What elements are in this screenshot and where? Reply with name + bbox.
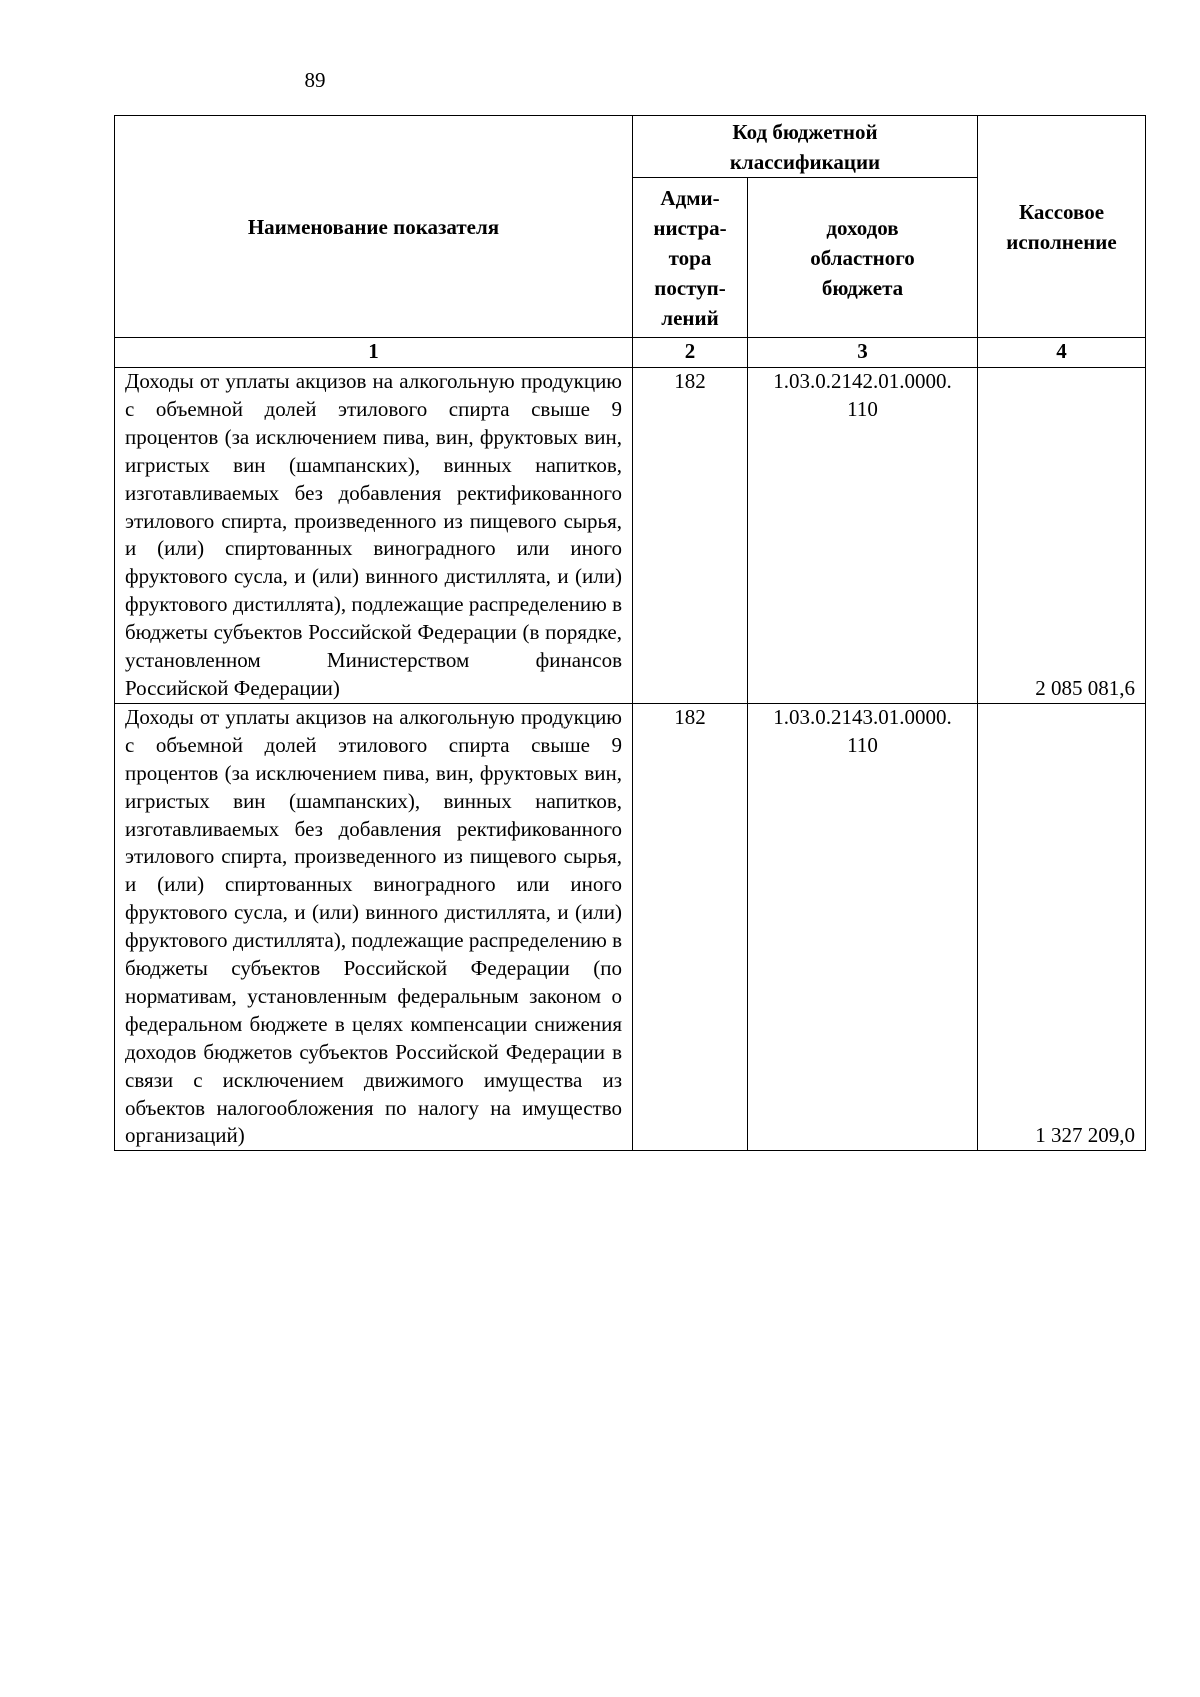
column-number-row — [115, 338, 1146, 368]
column-number: 2 — [633, 338, 748, 368]
row-budget-code: 1.03.0.2142.01.0000. 110 — [748, 368, 978, 704]
column-number: 3 — [748, 338, 978, 368]
page-number: 89 — [304, 68, 326, 92]
row-admin-code: 182 — [633, 368, 748, 704]
column-number: 1 — [115, 338, 633, 368]
header-income: доходов областного бюджета — [748, 178, 978, 338]
budget-table — [114, 115, 1146, 1151]
header-name: Наименование показателя — [115, 116, 633, 338]
row-description: Доходы от уплаты акцизов на алкогольную продукцию с объемной долей этилового спирта свыше 9 процентов (за исключением пива, вин, фруктовых вин, игристых вин (шампанских), винных напитков, изготавливаемых без добавления ректификованного этилового спирта, произведенного из пищевого сырья, и (или) спиртованных виноградного или иного фруктового сусла, и (или) винного дистиллята, и (или) фруктового дистиллята), подлежащие распределению в бюджеты субъектов Российской Федерации (по нормативам, установленным федеральным законом о федеральном бюджете в целях компенсации снижения доходов бюджетов субъектов Российской Федерации в связи с исключением движимого имущества из объектов налогообложения по налогу на имущество организаций) — [115, 703, 633, 1151]
header-execution: Кассовое исполнение — [978, 116, 1146, 338]
column-number: 4 — [978, 338, 1146, 368]
row-description: Доходы от уплаты акцизов на алкогольную продукцию с объемной долей этилового спирта свыше 9 процентов (за исключением пива, вин, фруктовых вин, игристых вин (шампанских), винных напитков, изготавливаемых без добавления ректификованного этилового спирта, произведенного из пищевого сырья, и (или) спиртованных виноградного или иного фруктового сусла, и (или) винного дистиллята, и (или) фруктового дистиллята), подлежащие распределению в бюджеты субъектов Российской Федерации (в порядке, установленном Министерством финансов Российской Федерации) — [115, 368, 633, 704]
row-budget-code: 1.03.0.2143.01.0000. 110 — [748, 703, 978, 1151]
row-admin-code: 182 — [633, 703, 748, 1151]
header-admin: Адми-нистра-тора поступ-лений — [633, 178, 748, 338]
table-row — [115, 703, 1146, 1151]
header-code-group: Код бюджетной классификации — [633, 116, 978, 178]
row-amount: 2 085 081,6 — [978, 368, 1146, 704]
row-amount: 1 327 209,0 — [978, 703, 1146, 1151]
table-row — [115, 368, 1146, 704]
